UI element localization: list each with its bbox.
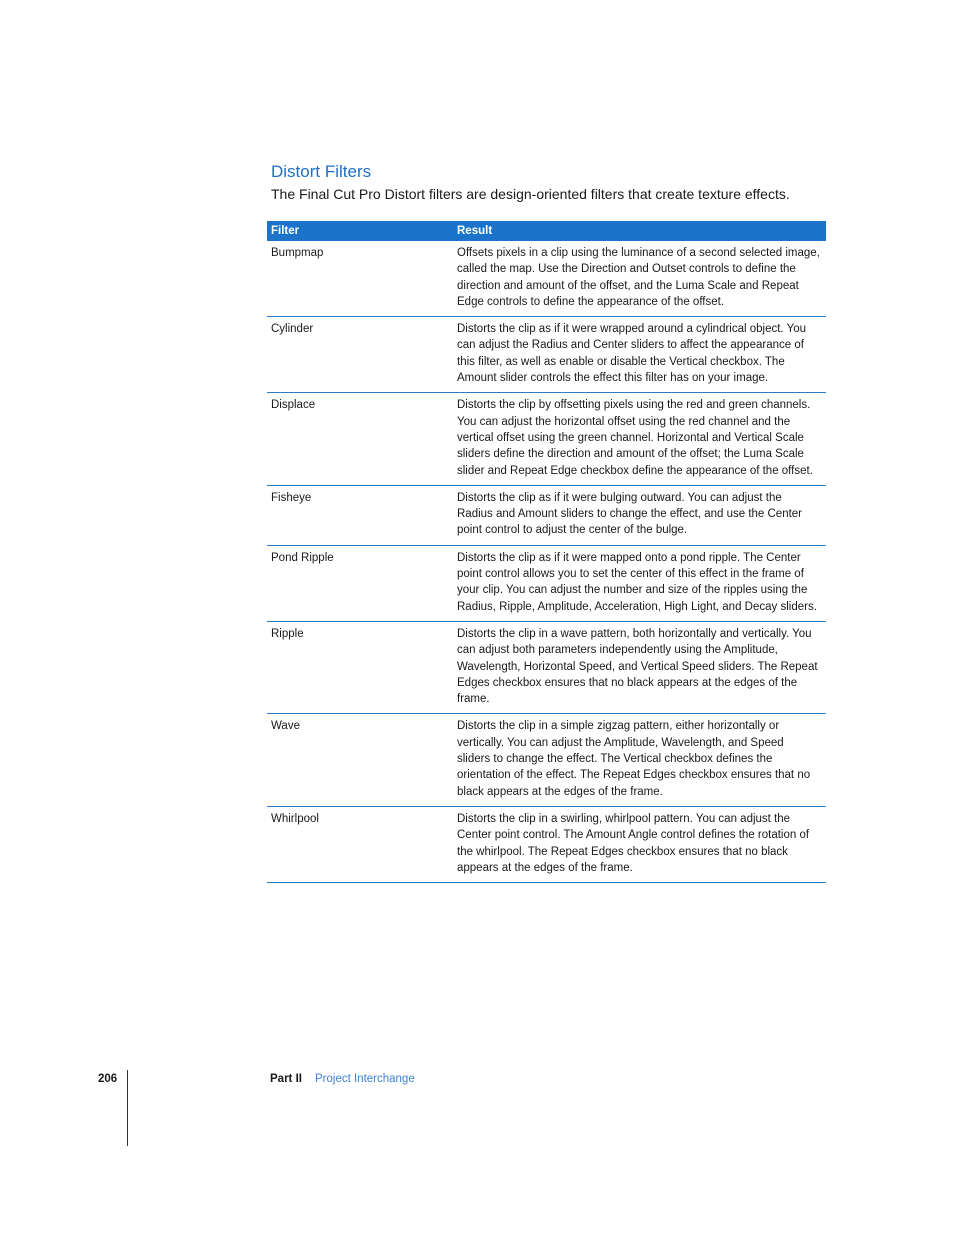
table-row (267, 621, 826, 713)
part-label: Part II (270, 1073, 302, 1085)
table-row (267, 714, 826, 806)
section-intro: The Final Cut Pro Distort filters are design-oriented filters that create texture effects. (271, 186, 790, 202)
filter-result: Distorts the clip as if it were mapped onto a pond ripple. The Center point control allows you to set the center of this effect in the frame of your clip. You can adjust the number and size of the ripples using the Radius, Ripple, Amplitude, Acceleration, High Light, and Decay sliders. (453, 545, 826, 621)
filter-result: Distorts the clip as if it were wrapped around a cylindrical object. You can adjust the Radius and Center sliders to affect the appearance of this filter, as well as enable or disable the Vertical checkbox. The Amount slider controls the effect this filter has on your image. (453, 317, 826, 393)
filter-result: Distorts the clip in a swirling, whirlpool pattern. You can adjust the Center point control. The Amount Angle control defines the rotation of the whirlpool. The Repeat Edges checkbox ensures that no black appears at the edges of the frame. (453, 806, 826, 882)
filter-name: Bumpmap (267, 241, 453, 317)
part-title-link[interactable]: Project Interchange (315, 1073, 415, 1085)
filter-name: Ripple (267, 621, 453, 713)
filter-name: Whirlpool (267, 806, 453, 882)
column-header-result: Result (453, 221, 826, 241)
filter-name: Fisheye (267, 485, 453, 545)
table-row (267, 241, 826, 317)
column-header-filter: Filter (267, 221, 453, 241)
table-row (267, 317, 826, 393)
filter-name: Pond Ripple (267, 545, 453, 621)
filter-result: Distorts the clip in a wave pattern, both horizontally and vertically. You can adjust both parameters independently using the Amplitude, Wavelength, Horizontal Speed, and Vertical Speed sliders. The Repeat Edges checkbox ensures that no black appears at the edges of the frame. (453, 621, 826, 713)
filter-name: Displace (267, 393, 453, 485)
filters-table (267, 221, 826, 883)
filter-result: Distorts the clip in a simple zigzag pattern, either horizontally or vertically. You can adjust the Amplitude, Wavelength, and Speed sliders to change the effect. The Vertical checkbox defines the orientation of the effect. The Repeat Edges checkbox ensures that no black appears at the edges of the frame. (453, 714, 826, 806)
table-row (267, 806, 826, 882)
filter-name: Wave (267, 714, 453, 806)
folio-divider (127, 1070, 128, 1146)
table-row (267, 393, 826, 485)
table-row (267, 485, 826, 545)
page-number: 206 (98, 1073, 118, 1085)
table-row (267, 545, 826, 621)
filter-result: Distorts the clip as if it were bulging outward. You can adjust the Radius and Amount sliders to change the effect, and use the Center point control to adjust the center of the bulge. (453, 485, 826, 545)
section-title: Distort Filters (271, 162, 372, 181)
filter-name: Cylinder (267, 317, 453, 393)
table-header-row (267, 221, 826, 241)
filter-result: Distorts the clip by offsetting pixels using the red and green channels. You can adjust the horizontal offset using the red channel and the vertical offset using the green channel. Horizontal and Vertical Scale sliders define the direction and amount of the offset; the Luma Scale slider and Repeat Edge checkbox define the appearance of the offset. (453, 393, 826, 485)
filter-result: Offsets pixels in a clip using the luminance of a second selected image, called the map. Use the Direction and Outset controls to define the direction and amount of the offset, and the Luma Scale and Repeat Edge controls to define the appearance of the offset. (453, 241, 826, 317)
